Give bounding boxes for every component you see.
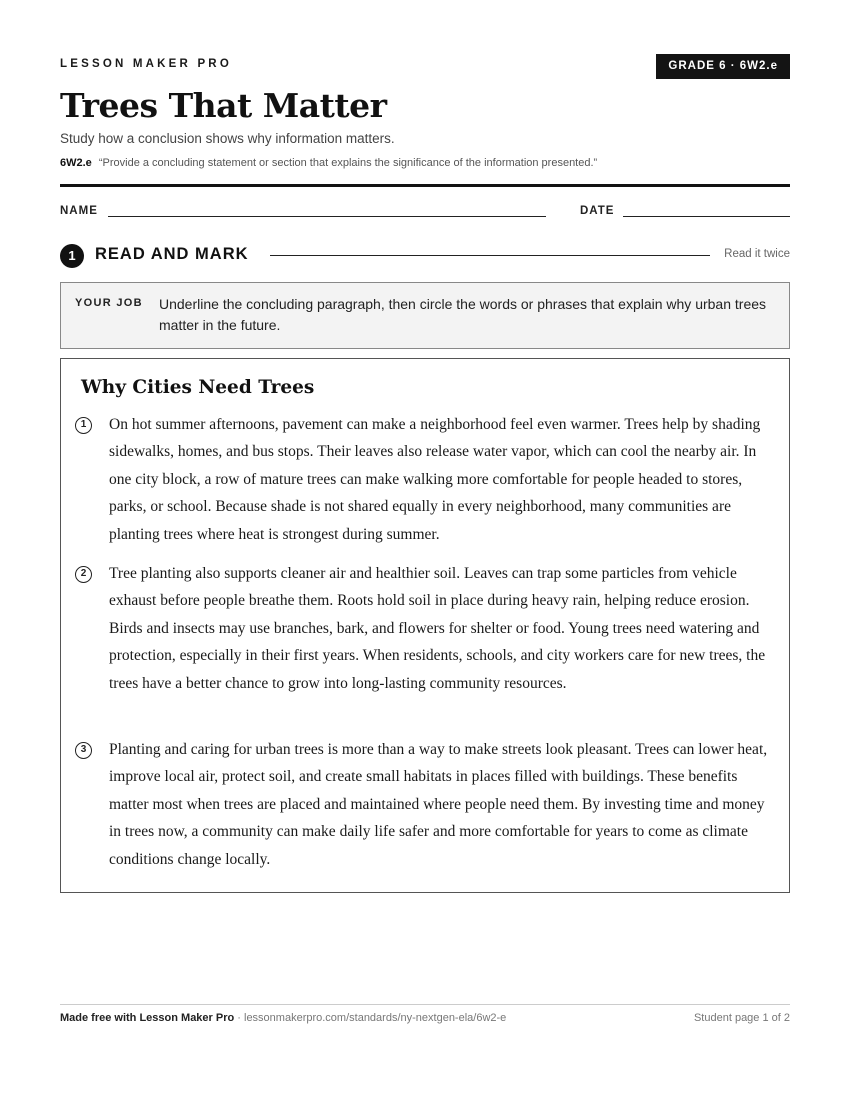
page-subtitle: Study how a conclusion shows why information matters. bbox=[60, 131, 395, 146]
section-header bbox=[60, 242, 790, 268]
paragraph-number: 1 bbox=[75, 417, 92, 434]
page-indicator: Student page 1 of 2 bbox=[693, 1012, 790, 1024]
paragraph-text[interactable]: On hot summer afternoons, pavement can make a neighborhood feel even warmer. Trees help by shading sidewalks, homes, and bus stops. Their leaves also release water vapor, which can cool the nearby air. In one city block, a row of mature trees can make walking more comfortable for people headed to stores, parks, or school. Because shade is not shared equally in every neighborhood, many communities are planting trees where heat is strongest during summer. bbox=[109, 416, 761, 543]
paragraph-number: 2 bbox=[75, 566, 92, 583]
footer-divider bbox=[60, 1004, 790, 1005]
standard-line bbox=[60, 157, 597, 169]
header-divider bbox=[60, 184, 790, 187]
section-divider bbox=[270, 255, 710, 256]
instructions-label: YOUR JOB bbox=[75, 297, 143, 309]
brand-name: LESSON MAKER PRO bbox=[60, 58, 232, 70]
footer-credit bbox=[60, 1012, 506, 1024]
date-field[interactable] bbox=[623, 216, 790, 217]
name-label: NAME bbox=[60, 205, 98, 217]
reading-passage bbox=[60, 358, 790, 893]
section-title: READ AND MARK bbox=[95, 245, 249, 263]
page-title: Trees That Matter bbox=[60, 86, 387, 125]
passage-title: Why Cities Need Trees bbox=[81, 377, 315, 398]
step-number-badge: 1 bbox=[60, 244, 84, 268]
standard-text: “Provide a concluding statement or section that explains the significance of the information presented.” bbox=[98, 157, 598, 169]
instructions-box bbox=[60, 282, 790, 349]
name-field[interactable] bbox=[108, 216, 546, 217]
paragraph-text[interactable]: Planting and caring for urban trees is more than a way to make streets look pleasant. Trees can lower heat, improve local air, protect soil, and create small habitats in places filled with buildings. These benefits matter most when trees are placed and maintained where people need them. By investing time and money in trees now, a community can make daily life safer and more comfortable for years to come as climate conditions change locally. bbox=[109, 741, 768, 868]
paragraph-number: 3 bbox=[75, 742, 92, 759]
instructions-text: Underline the concluding paragraph, then circle the words or phrases that explain why urban trees matter in the future. bbox=[159, 296, 767, 333]
paragraph-text[interactable]: Tree planting also supports cleaner air and healthier soil. Leaves can trap some particles from vehicle exhaust before people breathe them. Roots hold soil in place during heavy rain, helping reduce erosion. Birds and insects may use branches, bark, and flowers for shelter or food. Young trees need watering and protection, especially in their first years. When residents, schools, and city workers care for new trees, the trees have a better chance to grow into long-lasting community resources. bbox=[109, 565, 766, 692]
date-label: DATE bbox=[580, 205, 615, 217]
section-note: Read it twice bbox=[724, 248, 790, 260]
footer-url[interactable]: · lessonmakerpro.com/standards/ny-nextgen-ela/6w2-e bbox=[234, 1012, 507, 1024]
worksheet-page bbox=[60, 0, 790, 1100]
footer-made-with: Made free with Lesson Maker Pro bbox=[60, 1012, 235, 1024]
grade-badge: GRADE 6 · 6W2.e bbox=[656, 54, 790, 79]
standard-code: 6W2.e bbox=[60, 157, 92, 169]
